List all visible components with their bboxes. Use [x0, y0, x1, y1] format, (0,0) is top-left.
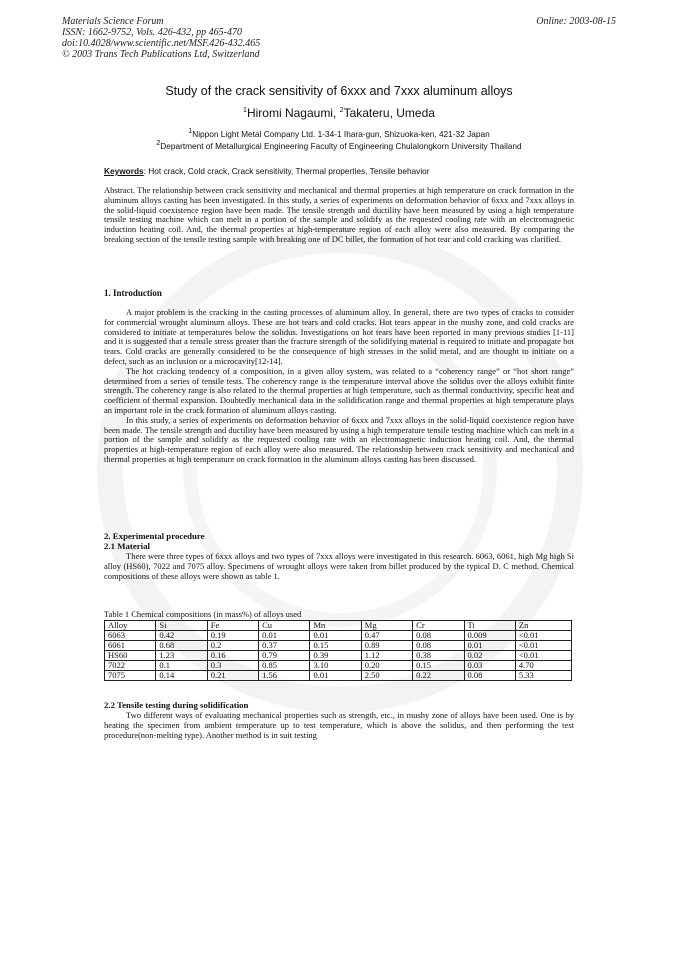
table-cell: 0.01: [259, 631, 310, 641]
table-cell: 0.08: [413, 631, 464, 641]
table-row: [105, 631, 572, 641]
table-cell: 0.01: [310, 671, 361, 681]
table-cell: 0.38: [413, 651, 464, 661]
table-cell: 0.14: [156, 671, 207, 681]
table-cell: 0.21: [207, 671, 258, 681]
journal-header: [62, 16, 260, 60]
table-cell: 4.70: [515, 661, 571, 671]
paper-title: Study of the crack sensitivity of 6xxx and 7xxx aluminum alloys: [165, 84, 513, 98]
table-cell: 0.08: [464, 671, 515, 681]
table-row: [105, 641, 572, 651]
tensile-body: [104, 711, 574, 740]
intro-paragraph-3: In this study, a series of experiments on deformation behavior of 6xxx and 7xxx alloys in the solid-liquid coexistence region have been made. The tensile strength and ductility have been measured by using a high temperature tensile testing machine which can melt in a portion of the sample and solidify as the requested cooling rate with an electromagnetic induction heating coil. And, the thermal properties at high-temperature region of each alloy were also measured. The relationship between crack sensitivity and mechanical and thermal properties at high temperature on crack formation in the aluminum alloys casting has been discussed.: [104, 414, 574, 464]
author1-name: Hiromi Nagaumi,: [246, 106, 340, 120]
table-cell: 0.42: [156, 631, 207, 641]
author-list: [0, 106, 678, 120]
table-header-cell: Mg: [361, 621, 412, 631]
table-cell: 0.20: [361, 661, 412, 671]
table-cell: 0.79: [259, 651, 310, 661]
table-cell: 0.47: [361, 631, 412, 641]
table-cell: 0.68: [156, 641, 207, 651]
table-cell: 0.16: [207, 651, 258, 661]
keywords-label: Keywords: [104, 166, 144, 176]
section-2-heading: [104, 532, 205, 551]
author2-name: Takateru, Umeda: [343, 106, 435, 120]
composition-table: [104, 620, 572, 681]
tensile-paragraph: Two different ways of evaluating mechanical properties such as strength, etc., in mushy zone of alloys have been used. One is by heating the specimen from ambient temperature up to test temperature, which is above the solidus, and then performing the test procedure(non-melting type). Another method is in suit testing: [104, 710, 574, 740]
table-header-cell: Zn: [515, 621, 571, 631]
section-1-heading: 1. Introduction: [104, 288, 162, 298]
table-header-cell: Cr: [413, 621, 464, 631]
table-row: [105, 671, 572, 681]
affiliation-2-text: Department of Metallurgical Engineering Faculty of Engineering Chulalongkorn University Thailand: [160, 141, 522, 151]
affiliation-1-text: Nippon Light Metal Company Ltd. 1-34-1 Ihara-gun, Shizuoka-ken, 421-32 Japan: [192, 129, 490, 139]
online-date: Online: 2003-08-15: [536, 16, 616, 27]
table-cell: 1.12: [361, 651, 412, 661]
table-cell: 6061: [105, 641, 156, 651]
table-cell: 7022: [105, 661, 156, 671]
abstract-paragraph: Abstract. The relationship between crack sensitivity and mechanical and thermal properties at high temperature on crack formation in the aluminum alloys casting has been investigated. In this study, a series of experiments on deformation behavior of 6xxx and 7xxx alloys in the solid-liquid coexistence region have been made. The tensile strength and ductility have been measured by using a high temperature tensile testing machine which can melt in a portion of the sample and solidify as the requested cooling rate with an electromagnetic induction heating coil. And, the thermal properties at high-temperature region of each alloy were also measured. By comparing the breaking section of the tensile testing sample with breaking one of DC billet, the formation of hot tear and cold cracking was clarified.: [104, 185, 574, 244]
affiliation-1-sup: 1: [188, 128, 193, 136]
table-cell: <0.01: [515, 631, 571, 641]
table-caption: Table 1 Chemical compositions (in mass%) of alloys used: [104, 609, 302, 619]
table-cell: 7075: [105, 671, 156, 681]
copyright-line: © 2003 Trans Tech Publications Ltd, Switzerland: [62, 49, 260, 60]
affiliation-2: [0, 141, 678, 151]
keywords-line: [104, 166, 430, 176]
table-cell: 3.10: [310, 661, 361, 671]
table-header-cell: Cu: [259, 621, 310, 631]
table-cell: 0.02: [464, 651, 515, 661]
table-cell: 0.19: [207, 631, 258, 641]
issn-line: ISSN: 1662-9752, Vols. 426-432, pp 465-470: [62, 27, 242, 38]
table-cell: 0.009: [464, 631, 515, 641]
journal-name: Materials Science Forum: [62, 16, 164, 27]
tensile-subheading: 2.2 Tensile testing during solidification: [104, 700, 249, 710]
material-subheading: 2.1 Material: [104, 540, 150, 551]
table-row: [105, 661, 572, 671]
material-body: [104, 552, 574, 581]
table-cell: 2.50: [361, 671, 412, 681]
table-header-cell: Ti: [464, 621, 515, 631]
table-cell: 0.85: [259, 661, 310, 671]
table-header-row: [105, 621, 572, 631]
table-cell: 0.3: [207, 661, 258, 671]
table-cell: 0.08: [413, 641, 464, 651]
table-header-cell: Alloy: [105, 621, 156, 631]
author1-sup: 1: [243, 107, 247, 114]
table-cell: 5.33: [515, 671, 571, 681]
table-cell: 6063: [105, 631, 156, 641]
table-cell: 0.1: [156, 661, 207, 671]
table-cell: 0.01: [464, 641, 515, 651]
author2-sup: 2: [339, 107, 344, 114]
keywords-text: : Hot crack, Cold crack, Crack sensitivity, Thermal properties, Tensile behavior: [143, 166, 430, 176]
table-header-cell: Mn: [310, 621, 361, 631]
experimental-heading: 2. Experimental procedure: [104, 531, 205, 541]
table-cell: 0.01: [310, 631, 361, 641]
intro-paragraph-2: The hot cracking tendency of a composition, in a given alloy system, was related to a “coherency range” or “hot short range” determined from a series of tensile tests. The coherency range is the temperature interval above the solidus over the alloys exhibit finite strength. The coherency range is also related to the thermal properties at high temperature, such as thermal conductivity, specific heat and coefficient of thermal expansion. Doubtedly mechanical data in the solidification range and thermal properties at high temperature plays an important role in the crack formation of aluminum alloys casting.: [104, 365, 574, 415]
table-row: [105, 651, 572, 661]
intro-paragraph-1: A major problem is the cracking in the casting processes of aluminum alloy. In general, there are two types of cracks to consider for commercial wrought aluminum alloys. These are hot tears and cold cracks. Hot tears appear in the mushy zone, and cold cracks are considered to initiate at temperatures below the solidus. Investigations on hot tears have been reported in many previous studies [1-11] and it is suggested that a tensile stress greater than the fracture strength of the solidifying material is required to initiate and propagate hot tears. Cold cracks are generally considered to be the consequence of high stresses in the solid metal, and are thought to initiate on a defect, such as an inclusion or a microcavity[12-14].: [104, 307, 574, 366]
table-cell: 0.2: [207, 641, 258, 651]
table-cell: 0.89: [361, 641, 412, 651]
introduction-body: [104, 308, 574, 465]
table-header-cell: Fe: [207, 621, 258, 631]
affiliation-2-sup: 2: [156, 140, 161, 148]
table-cell: 0.03: [464, 661, 515, 671]
table-cell: 1.23: [156, 651, 207, 661]
table-header-cell: Si: [156, 621, 207, 631]
affiliation-1: [0, 129, 678, 139]
table-cell: 0.15: [310, 641, 361, 651]
table-cell: <0.01: [515, 651, 571, 661]
table-cell: 0.37: [259, 641, 310, 651]
table-cell: 0.22: [413, 671, 464, 681]
table-cell: 0.15: [413, 661, 464, 671]
table-cell: 1.56: [259, 671, 310, 681]
table-cell: 0.39: [310, 651, 361, 661]
table-cell: HS60: [105, 651, 156, 661]
table-cell: <0.01: [515, 641, 571, 651]
doi-line[interactable]: doi:10.4028/www.scientific.net/MSF.426-432.465: [62, 38, 261, 49]
material-paragraph: There were three types of 6xxx alloys and two types of 7xxx alloys were investigated in this research. 6063, 6061, high Mg high Si alloy (HS60), 7022 and 7075 alloy. Specimens of wrought alloys were taken from billet produced by the typical D. C method. Chemical compositions of these alloys were shown as table 1.: [104, 551, 574, 581]
